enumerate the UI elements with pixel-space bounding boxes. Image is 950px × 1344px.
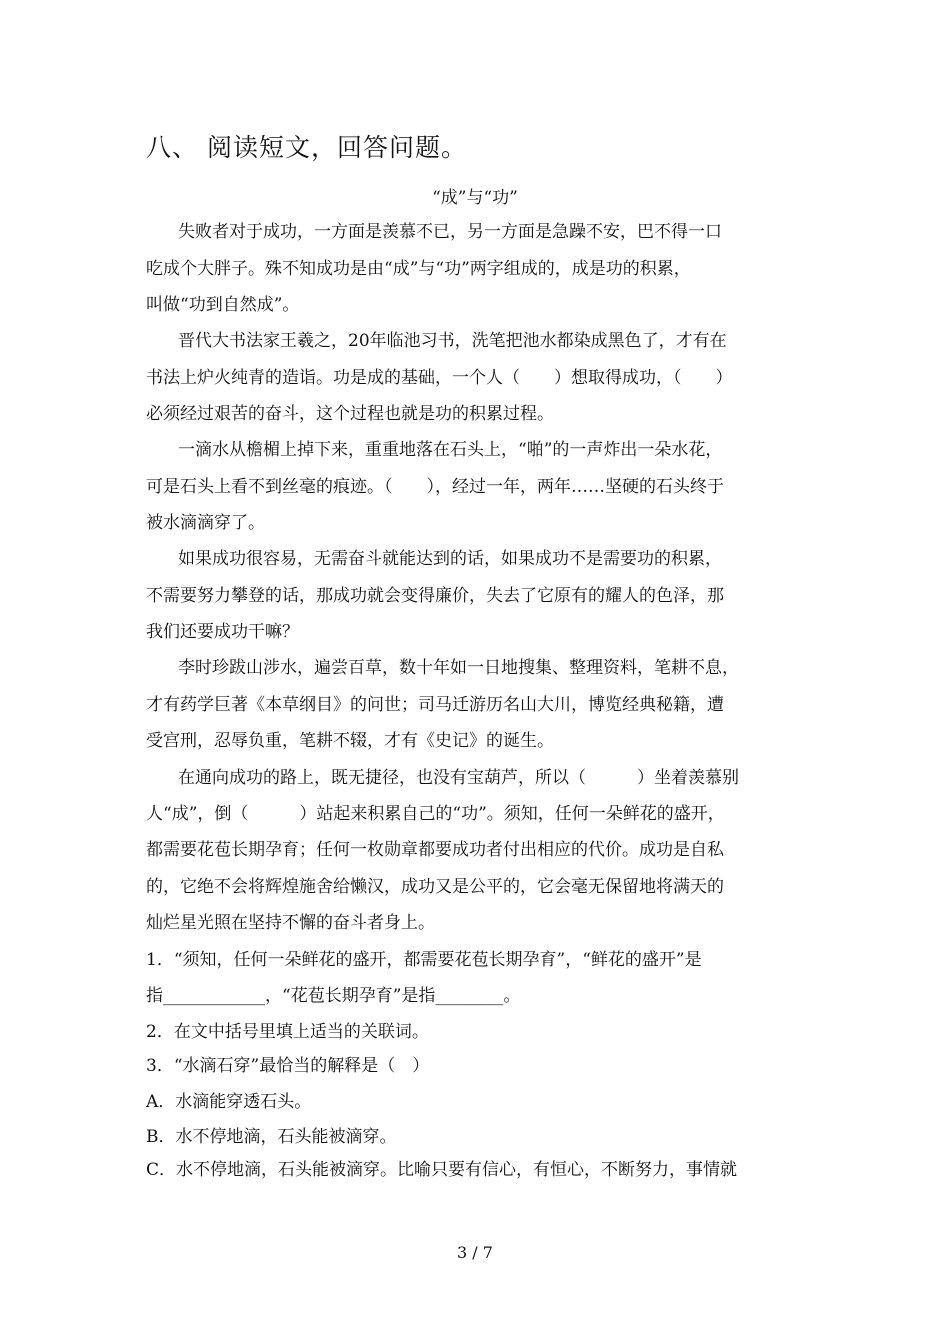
paragraph-line: 在通向成功的路上，既无捷径，也没有宝葫芦，所以（ ）坐着羡慕别 (178, 768, 739, 788)
page-number: 3 / 7 (457, 1243, 493, 1262)
answer-option: B．水不停地滴，石头能被滴穿。 (146, 1127, 397, 1147)
paragraph-line: 的，它绝不会将辉煌施舍给懒汉，成功又是公平的，它会毫无保留地将满天的 (146, 877, 724, 897)
paragraph-line: 可是石头上看不到丝毫的痕迹。（ ），经过一年，两年……坚硬的石头终于 (146, 477, 724, 497)
paragraph-line: 都需要花苞长期孕育；任何一枚勋章都要成功者付出相应的代价。成功是自私 (146, 840, 724, 860)
paragraph-line: 李时珍跋山涉水，遍尝百草，数十年如一日地搜集、整理资料，笔耕不息， (178, 658, 739, 678)
paragraph-line: 我们还要成功干嘛？ (146, 622, 299, 642)
paragraph-line: 一滴水从檐楣上掉下来，重重地落在石头上，“啪”的一声炸出一朵水花， (178, 440, 723, 460)
paragraph-line: 必须经过艰苦的奋斗，这个过程也就是功的积累过程。 (146, 404, 554, 424)
paragraph-line: 灿烂星光照在坚持不懈的奋斗者身上。 (146, 913, 435, 933)
paragraph-line: 书法上炉火纯青的造诣。功是成的基础，一个人（ ）想取得成功，（ ） (146, 368, 733, 388)
question-line: 指____________，“花苞长期孕育”是指________。 (146, 986, 521, 1006)
paragraph-line: 被水滴滴穿了。 (146, 513, 265, 533)
paragraph-line: 吃成个大胖子。殊不知成功是由“成”与“功”两字组成的，成是功的积累， (146, 259, 691, 279)
question-line: 3．“水滴石穿”最恰当的解释是（ ） (146, 1056, 430, 1076)
paragraph-line: 如果成功很容易，无需奋斗就能达到的话，如果成功不是需要功的积累， (178, 549, 722, 569)
paragraph-line: 受宫刑，忍辱负重，笔耕不辍，才有《史记》的诞生。 (146, 731, 554, 751)
paragraph-line: 叫做“功到自然成”。 (146, 295, 300, 315)
paragraph-line: 晋代大书法家王羲之，20年临池习书，洗笔把池水都染成黑色了，才有在 (178, 331, 727, 351)
question-line: 1．“须知，任何一朵鲜花的盛开，都需要花苞长期孕育”，“鲜花的盛开”是 (146, 950, 702, 970)
paragraph-line: 不需要努力攀登的话，那成功就会变得廉价，失去了它原有的耀人的色泽，那 (146, 586, 724, 606)
section-heading: 八、 阅读短文，回答问题。 (146, 133, 467, 162)
answer-option: C．水不停地滴，石头能被滴穿。比喻只要有信心，有恒心，不断努力，事情就 (146, 1160, 738, 1180)
paragraph-line: 失败者对于成功，一方面是羡慕不已，另一方面是急躁不安，巴不得一口 (178, 222, 722, 242)
answer-option: A．水滴能穿透石头。 (146, 1092, 312, 1112)
article-title: “成”与“功” (432, 188, 518, 208)
paragraph-line: 才有药学巨著《本草纲目》的问世；司马迁游历名山大川，博览经典秘籍，遭 (146, 695, 724, 715)
paragraph-line: 人“成”，倒（ ）站起来积累自己的“功”。须知，任何一朵鲜花的盛开， (146, 804, 725, 824)
question-line: 2．在文中括号里填上适当的关联词。 (146, 1022, 429, 1042)
